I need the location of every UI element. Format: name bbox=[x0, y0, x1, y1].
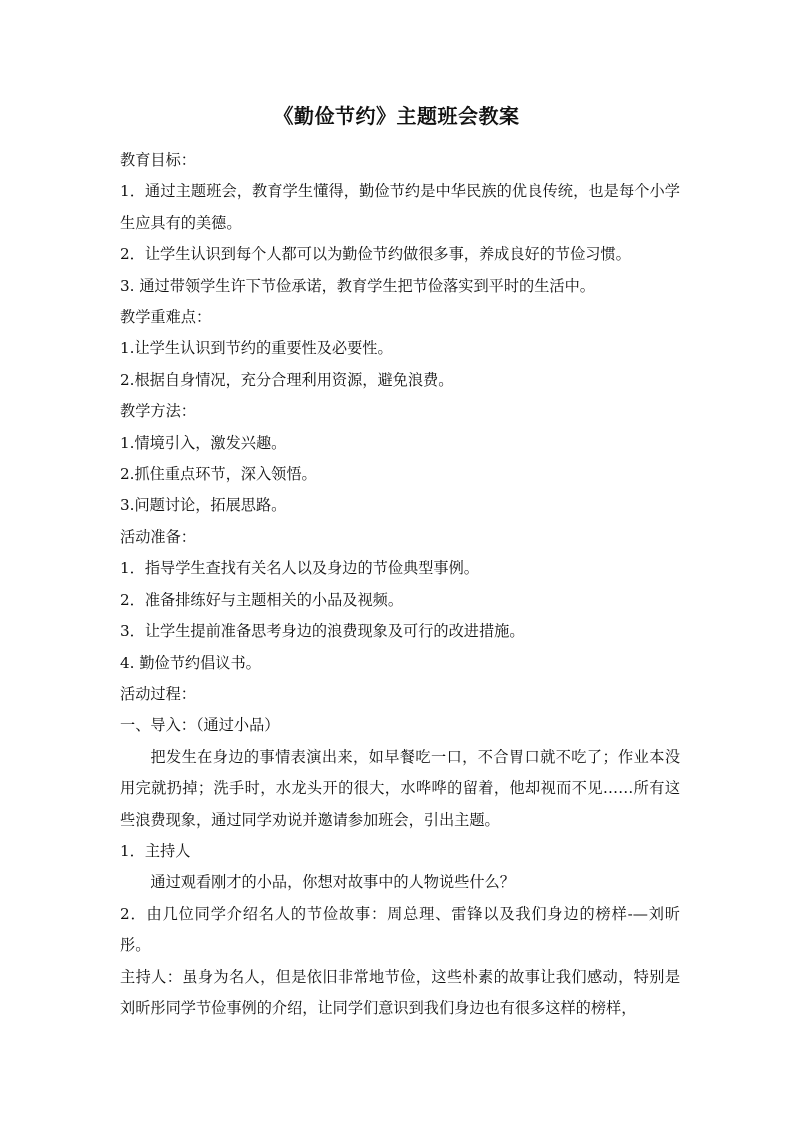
section-heading-key-points: 教学重难点： bbox=[120, 308, 212, 327]
objective-item-3: 3. 通过带领学生许下节俭承诺，教育学生把节俭落实到平时的生活中。 bbox=[120, 276, 595, 295]
preparation-item-4: 4. 勤俭节约倡议书。 bbox=[120, 653, 261, 672]
intro-paragraph: 把发生在身边的事情表演出来，如早餐吃一口，不合胃口就不吃了；作业本没用完就扔掉；洗手时，水龙头开的很大，水哗哗的留着，他却视而不见……所有这些浪费现象，通过同学劝说并邀请参加班会，引出主题。 bbox=[120, 747, 680, 829]
process-item-host: 1．主持人 bbox=[120, 841, 191, 860]
document-body bbox=[120, 145, 680, 1024]
key-point-item-1: 1.让学生认识到节约的重要性及必要性。 bbox=[120, 339, 393, 358]
method-item-3: 3.问题讨论，拓展思路。 bbox=[120, 496, 287, 515]
preparation-item-1: 1．指导学生查找有关名人以及身边的节俭典型事例。 bbox=[120, 559, 479, 578]
preparation-item-3: 3．让学生提前准备思考身边的浪费现象及可行的改进措施。 bbox=[120, 622, 525, 641]
key-point-item-2: 2.根据自身情况，充分合理利用资源，避免浪费。 bbox=[120, 370, 454, 389]
document-title: 《勤俭节约》主题班会教案 bbox=[273, 104, 520, 128]
preparation-item-2: 2．准备排练好与主题相关的小品及视频。 bbox=[120, 590, 404, 609]
section-heading-process: 活动过程： bbox=[120, 684, 196, 703]
objective-item-1: 1．通过主题班会，教育学生懂得，勤俭节约是中华民族的优良传统，也是每个小学生应具有的美德。 bbox=[120, 182, 680, 232]
section-heading-preparation: 活动准备： bbox=[120, 527, 196, 546]
host-commentary: 主持人：虽身为名人，但是依旧非常地节俭，这些朴素的故事让我们感动，特别是刘昕彤同学节俭事例的介绍，让同学们意识到我们身边也有很多这样的榜样， bbox=[120, 967, 680, 1017]
process-step-intro: 一、导入：（通过小品） bbox=[120, 716, 280, 735]
host-question: 通过观看刚才的小品，你想对故事中的人物说些什么？ bbox=[150, 873, 515, 892]
method-item-2: 2.抓住重点环节，深入领悟。 bbox=[120, 465, 317, 484]
process-item-stories: 2．由几位同学介绍名人的节俭故事：周总理、雷锋以及我们身边的榜样-—刘昕彤。 bbox=[120, 904, 680, 955]
objective-item-2: 2．让学生认识到每个人都可以为勤俭节约做很多事，养成良好的节俭习惯。 bbox=[120, 245, 631, 264]
method-item-1: 1.情境引入，激发兴趣。 bbox=[120, 433, 287, 452]
section-heading-methods: 教学方法： bbox=[120, 402, 196, 421]
section-heading-objectives: 教育目标： bbox=[120, 151, 196, 169]
